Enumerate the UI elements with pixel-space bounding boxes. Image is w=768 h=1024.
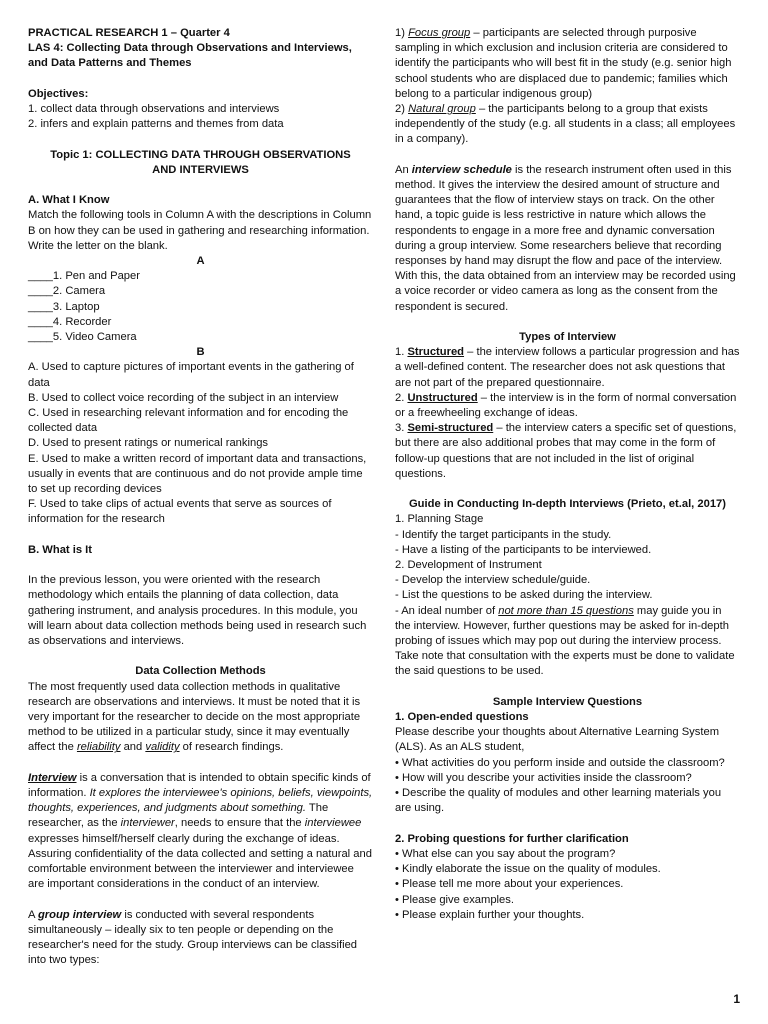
probing-item: • Please give examples. xyxy=(395,893,514,906)
group-interview-term: group interview xyxy=(37,908,122,921)
column-b-item: A. Used to capture pictures of important events in the gathering of data xyxy=(28,361,354,389)
methods-paragraph-1: The most frequently used data collection methods in qualitative research are observations and interviews. It must be noted that it is very important for the researcher to decide on the most appropriate method to be utilized in a particular study, since it may eventually affect the reliability and validity of research findings. xyxy=(28,680,361,754)
interview-schedule-term: interview schedule xyxy=(411,163,512,176)
interview-paragraph: Interview is a conversation that is intended to obtain specific kinds of information. It explores the interviewee's opinions, beliefs, viewpoints, thoughts, experiences, and judgments about something. The researcher, as the interviewer, needs to ensure that the interviewee expresses himself/herself clearly during the exchange of ideas. Assuring confidentiality of the data collected and setting a natural and comfortable environment between the interviewer and interviewee are important considerations in the conduct of an interview. xyxy=(28,771,373,891)
guide-line: - List the questions to be asked during the interview. xyxy=(395,589,653,602)
probing-item: • Kindly elaborate the issue on the quality of modules. xyxy=(395,863,661,876)
column-a-label: A xyxy=(196,255,205,267)
type-item: 2. Unstructured – the interview is in the form of normal conversation or a freewheeling exchange of ideas. xyxy=(395,391,737,420)
column-b-item: E. Used to make a written record of important data and transactions, usually in events that are continuous and do not provide ample time to set up recording devices xyxy=(28,452,367,496)
type-item: 1. Structured – the interview follows a particular progression and has a well-defined content. The researcher does not ask questions that are not part of the prepared questionnaire. xyxy=(395,346,740,389)
reliability-term: reliability xyxy=(76,741,121,754)
page-number: 1 xyxy=(733,992,740,1006)
objectives-heading: Objectives: xyxy=(28,87,89,100)
open-ended-item: • How will you describe your activities inside the classroom? xyxy=(395,771,692,784)
column-a-item: ____5. Video Camera xyxy=(28,331,137,344)
left-column xyxy=(28,26,373,968)
column-b-item: F. Used to take clips of actual events that serve as sources of information for the research xyxy=(28,498,332,526)
guide-line-questions: - An ideal number of not more than 15 questions may guide you in the interview. However, further questions may be asked for in-depth probing of issues which may pop out during the interview process. Take note that consultation with the experts must be done to validate the said questions to be used. xyxy=(395,604,735,678)
document-title: PRACTICAL RESEARCH 1 – Quarter 4 xyxy=(28,27,230,39)
column-b-item: D. Used to present ratings or numerical rankings xyxy=(28,437,269,450)
column-a-item: ____2. Camera xyxy=(28,285,106,298)
interview-term: Interview xyxy=(28,771,77,784)
guide-line: - Have a listing of the participants to be interviewed. xyxy=(395,543,652,556)
column-b-label: B xyxy=(196,346,205,359)
what-i-know-instructions: Match the following tools in Column A with the descriptions in Column B on how they can be used in gathering and researching information. Write the letter on the blank. xyxy=(28,209,372,252)
las-title: LAS 4: Collecting Data through Observations and Interviews, and Data Patterns and Themes xyxy=(28,42,352,70)
column-a-item: ____3. Laptop xyxy=(28,300,100,313)
open-ended-intro: Please describe your thoughts about Alternative Learning System (ALS). As an ALS student, xyxy=(395,726,720,754)
open-ended-item: • Describe the quality of modules and other learning materials you are using. xyxy=(395,787,722,815)
what-is-it-intro: In the previous lesson, you were oriented with the research methodology which entails the planning of data collection, data gathering instrument, and analysis procedures. In this module, you will learn about data collection methods being used in research such as observations and interviews. xyxy=(28,574,367,648)
column-b-item: B. Used to collect voice recording of the subject in an interview xyxy=(28,391,339,404)
group-type-natural: 2) Natural group – the participants belong to a group that exists independently of the study (e.g. all students in a class; all employees in a company). xyxy=(395,103,736,146)
probing-heading: 2. Probing questions for further clarification xyxy=(395,832,629,845)
group-type-focus: 1) Focus group – participants are selected through purposive sampling in which exclusion and inclusion criteria are considered to identify the participants who will best fit in the study (e.g. senior high school students who are displaced due to pandemic; families which belong to a particular indigenous group) xyxy=(395,27,732,100)
what-i-know-heading: A. What I Know xyxy=(28,194,110,207)
objective-item: 1. collect data through observations and interviews xyxy=(28,103,280,115)
what-is-it-heading: B. What is It xyxy=(28,543,93,556)
column-a-item: ____4. Recorder xyxy=(28,315,112,328)
probing-item: • What else can you say about the program? xyxy=(395,847,616,860)
sample-heading: Sample Interview Questions xyxy=(492,695,643,708)
guide-line: - Identify the target participants in the study. xyxy=(395,528,612,541)
right-column xyxy=(395,26,740,923)
topic-title: Topic 1: COLLECTING DATA THROUGH OBSERVATIONS AND INTERVIEWS xyxy=(50,148,351,176)
column-a-item: ____1. Pen and Paper xyxy=(28,270,140,283)
column-b-item: C. Used in researching relevant information and for encoding the collected data xyxy=(28,407,349,435)
guide-line: 1. Planning Stage xyxy=(395,513,484,526)
guide-line: - Develop the interview schedule/guide. xyxy=(395,574,591,587)
open-ended-heading: 1. Open-ended questions xyxy=(395,711,529,724)
type-item: 3. Semi-structured – the interview caters a specific set of questions, but there are also additional probes that may come in the form of follow-up questions that are not included in the list of original questions. xyxy=(395,422,737,480)
probing-item: • Please explain further your thoughts. xyxy=(395,908,585,921)
group-interview-paragraph: A group interview is conducted with several respondents simultaneously – ideally six to ten people or depending on the researcher's need for the study. Group interviews can be classified into two types: xyxy=(28,908,358,967)
types-heading: Types of Interview xyxy=(519,331,616,344)
methods-heading: Data Collection Methods xyxy=(135,665,266,678)
interview-schedule-paragraph: An interview schedule is the research instrument often used in this method. It gives the interview the desired amount of structure and guarantees that the flow of interview stays on track. On the other hand, a topic guide is less restrictive in nature which allows the respondents to engage in a more free and dynamic conversation during a group interview. Some researchers believe that recording responses by hand may disrupt the flow and pace of the interview. With this, the data obtained from an interview may be recorded using a voice recorder or video camera as long as the consent from the respondent is secured. xyxy=(395,163,736,313)
guide-heading: Guide in Conducting In-depth Interviews (Prieto, et.al, 2017) xyxy=(408,498,727,511)
guide-line: 2. Development of Instrument xyxy=(395,559,542,572)
probing-item: • Please tell me more about your experiences. xyxy=(395,878,624,891)
open-ended-item: • What activities do you perform inside and outside the classroom? xyxy=(395,756,725,769)
validity-term: validity xyxy=(145,741,180,754)
objective-item: 2. infers and explain patterns and themes from data xyxy=(28,118,284,131)
